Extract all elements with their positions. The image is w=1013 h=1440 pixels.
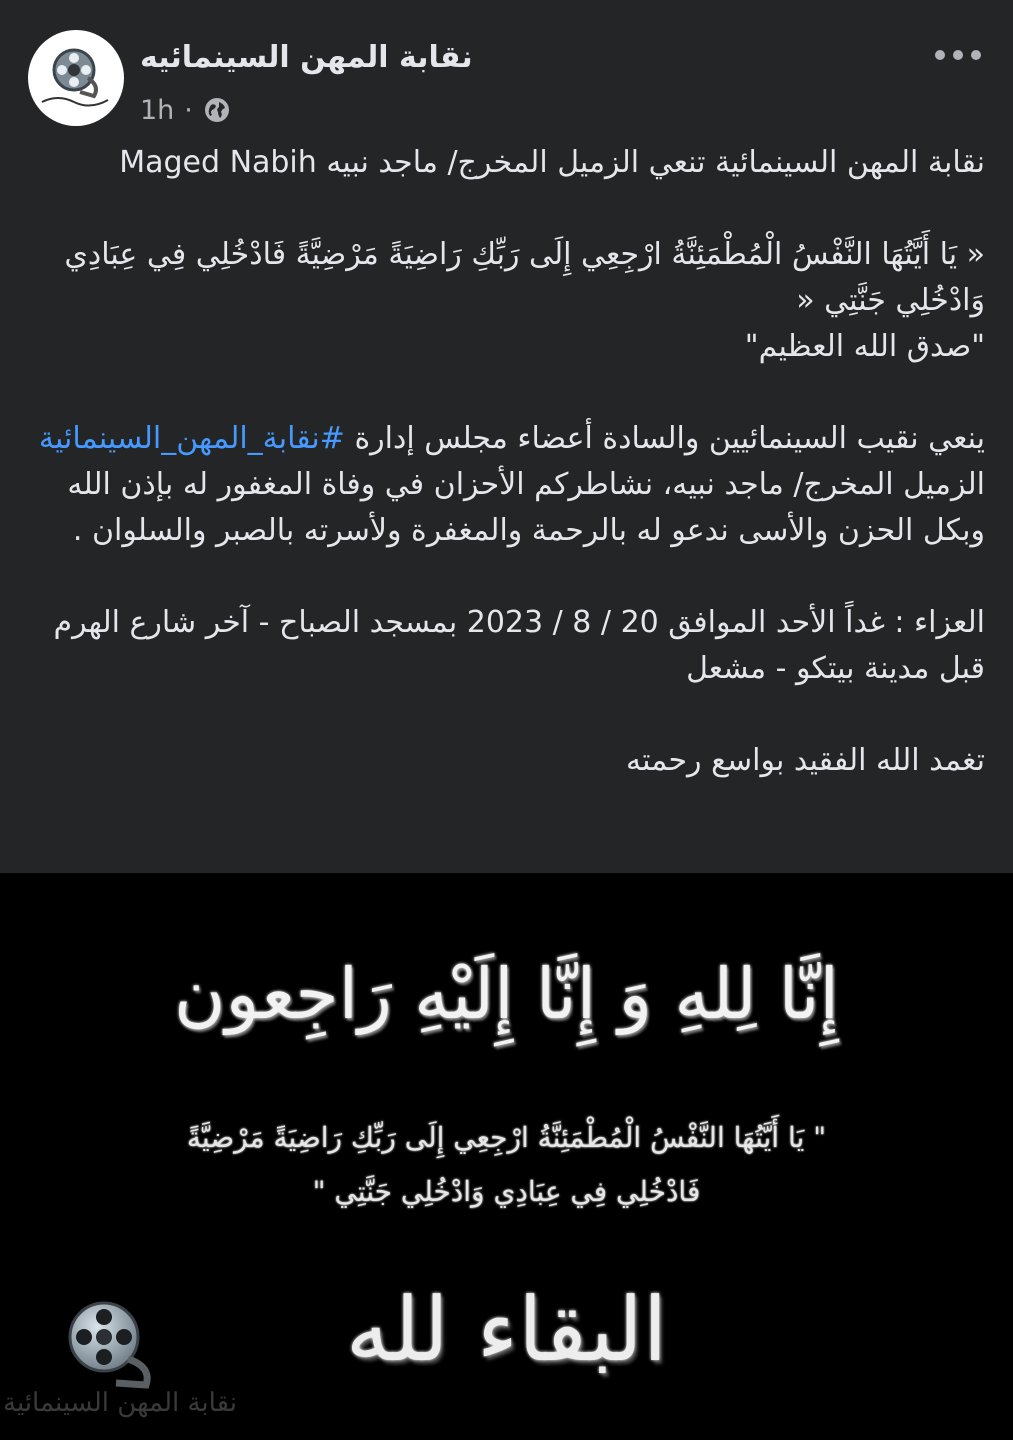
post-condolence: العزاء : غداً الأحد الموافق 20 / 8 / 2023 بمسجد الصباح - آخر شارع الهرم قبل مدينة بيتكو - مشعل [53, 605, 985, 686]
announcement-after: الزميل المخرج/ ماجد نبيه، نشاطركم الأحزان في وفاة المغفور له بإذن الله وبكل الحزن والأسى ندعو له بالرحمة والمغفرة ولأسرته بالصبر والسلوان . [67, 467, 985, 548]
post-closing-prayer: تغمد الله الفقيد بواسع رحمته [626, 743, 985, 778]
post-header [0, 0, 1013, 140]
post-title: نقابة المهن السينمائية تنعي الزميل المخرج/ ماجد نبيه Maged Nabih [119, 145, 985, 180]
more-options-icon[interactable] [935, 40, 981, 70]
image-verse-line1: " يَا أَيَّتُهَا النَّفْسُ الْمُطْمَئِنَّةُ ارْجِعِي إِلَى رَبِّكِ رَاضِيَةً مَرْضِيَّةً [186, 1121, 827, 1154]
globe-icon[interactable] [203, 96, 231, 124]
post-verse: « يَا أَيَّتُهَا النَّفْسُ الْمُطْمَئِنَّةُ ارْجِعِي إِلَى رَبِّكِ رَاضِيَةً مَرْضِيَّةً فَادْخُلِي فِي عِبَادِي وَادْخُلِي جَنَّتِي « [64, 237, 985, 318]
film-reel-icon [56, 1293, 166, 1393]
image-heading: إِنَّا لِلهِ وَ إِنَّا إِلَيْهِ رَاجِعون [174, 953, 839, 1035]
post-announcement [30, 416, 985, 554]
page-name-link[interactable]: نقابة المهن السينمائيه [140, 40, 473, 75]
film-reel-logo-icon [28, 30, 124, 126]
image-footer: البقاء لله [345, 1278, 668, 1381]
post-timestamp[interactable]: 1h [140, 94, 175, 126]
hashtag-link[interactable]: #نقابة_المهن_السينمائية [38, 421, 345, 456]
post-meta [140, 92, 231, 128]
post-verse-closing: "صدق الله العظيم" [744, 329, 985, 364]
announcement-before: ينعي نقيب السينمائيين والسادة أعضاء مجلس إدارة [344, 421, 985, 456]
post-image[interactable] [0, 873, 1013, 1440]
image-logo-caption: نقابة المهن السينمائية [3, 1388, 237, 1418]
page-avatar[interactable] [28, 30, 124, 126]
meta-separator: · [184, 94, 193, 126]
post-text [30, 140, 985, 830]
image-verse-line2: فَادْخُلِي فِي عِبَادِي وَادْخُلِي جَنَّتِي " [312, 1175, 701, 1208]
